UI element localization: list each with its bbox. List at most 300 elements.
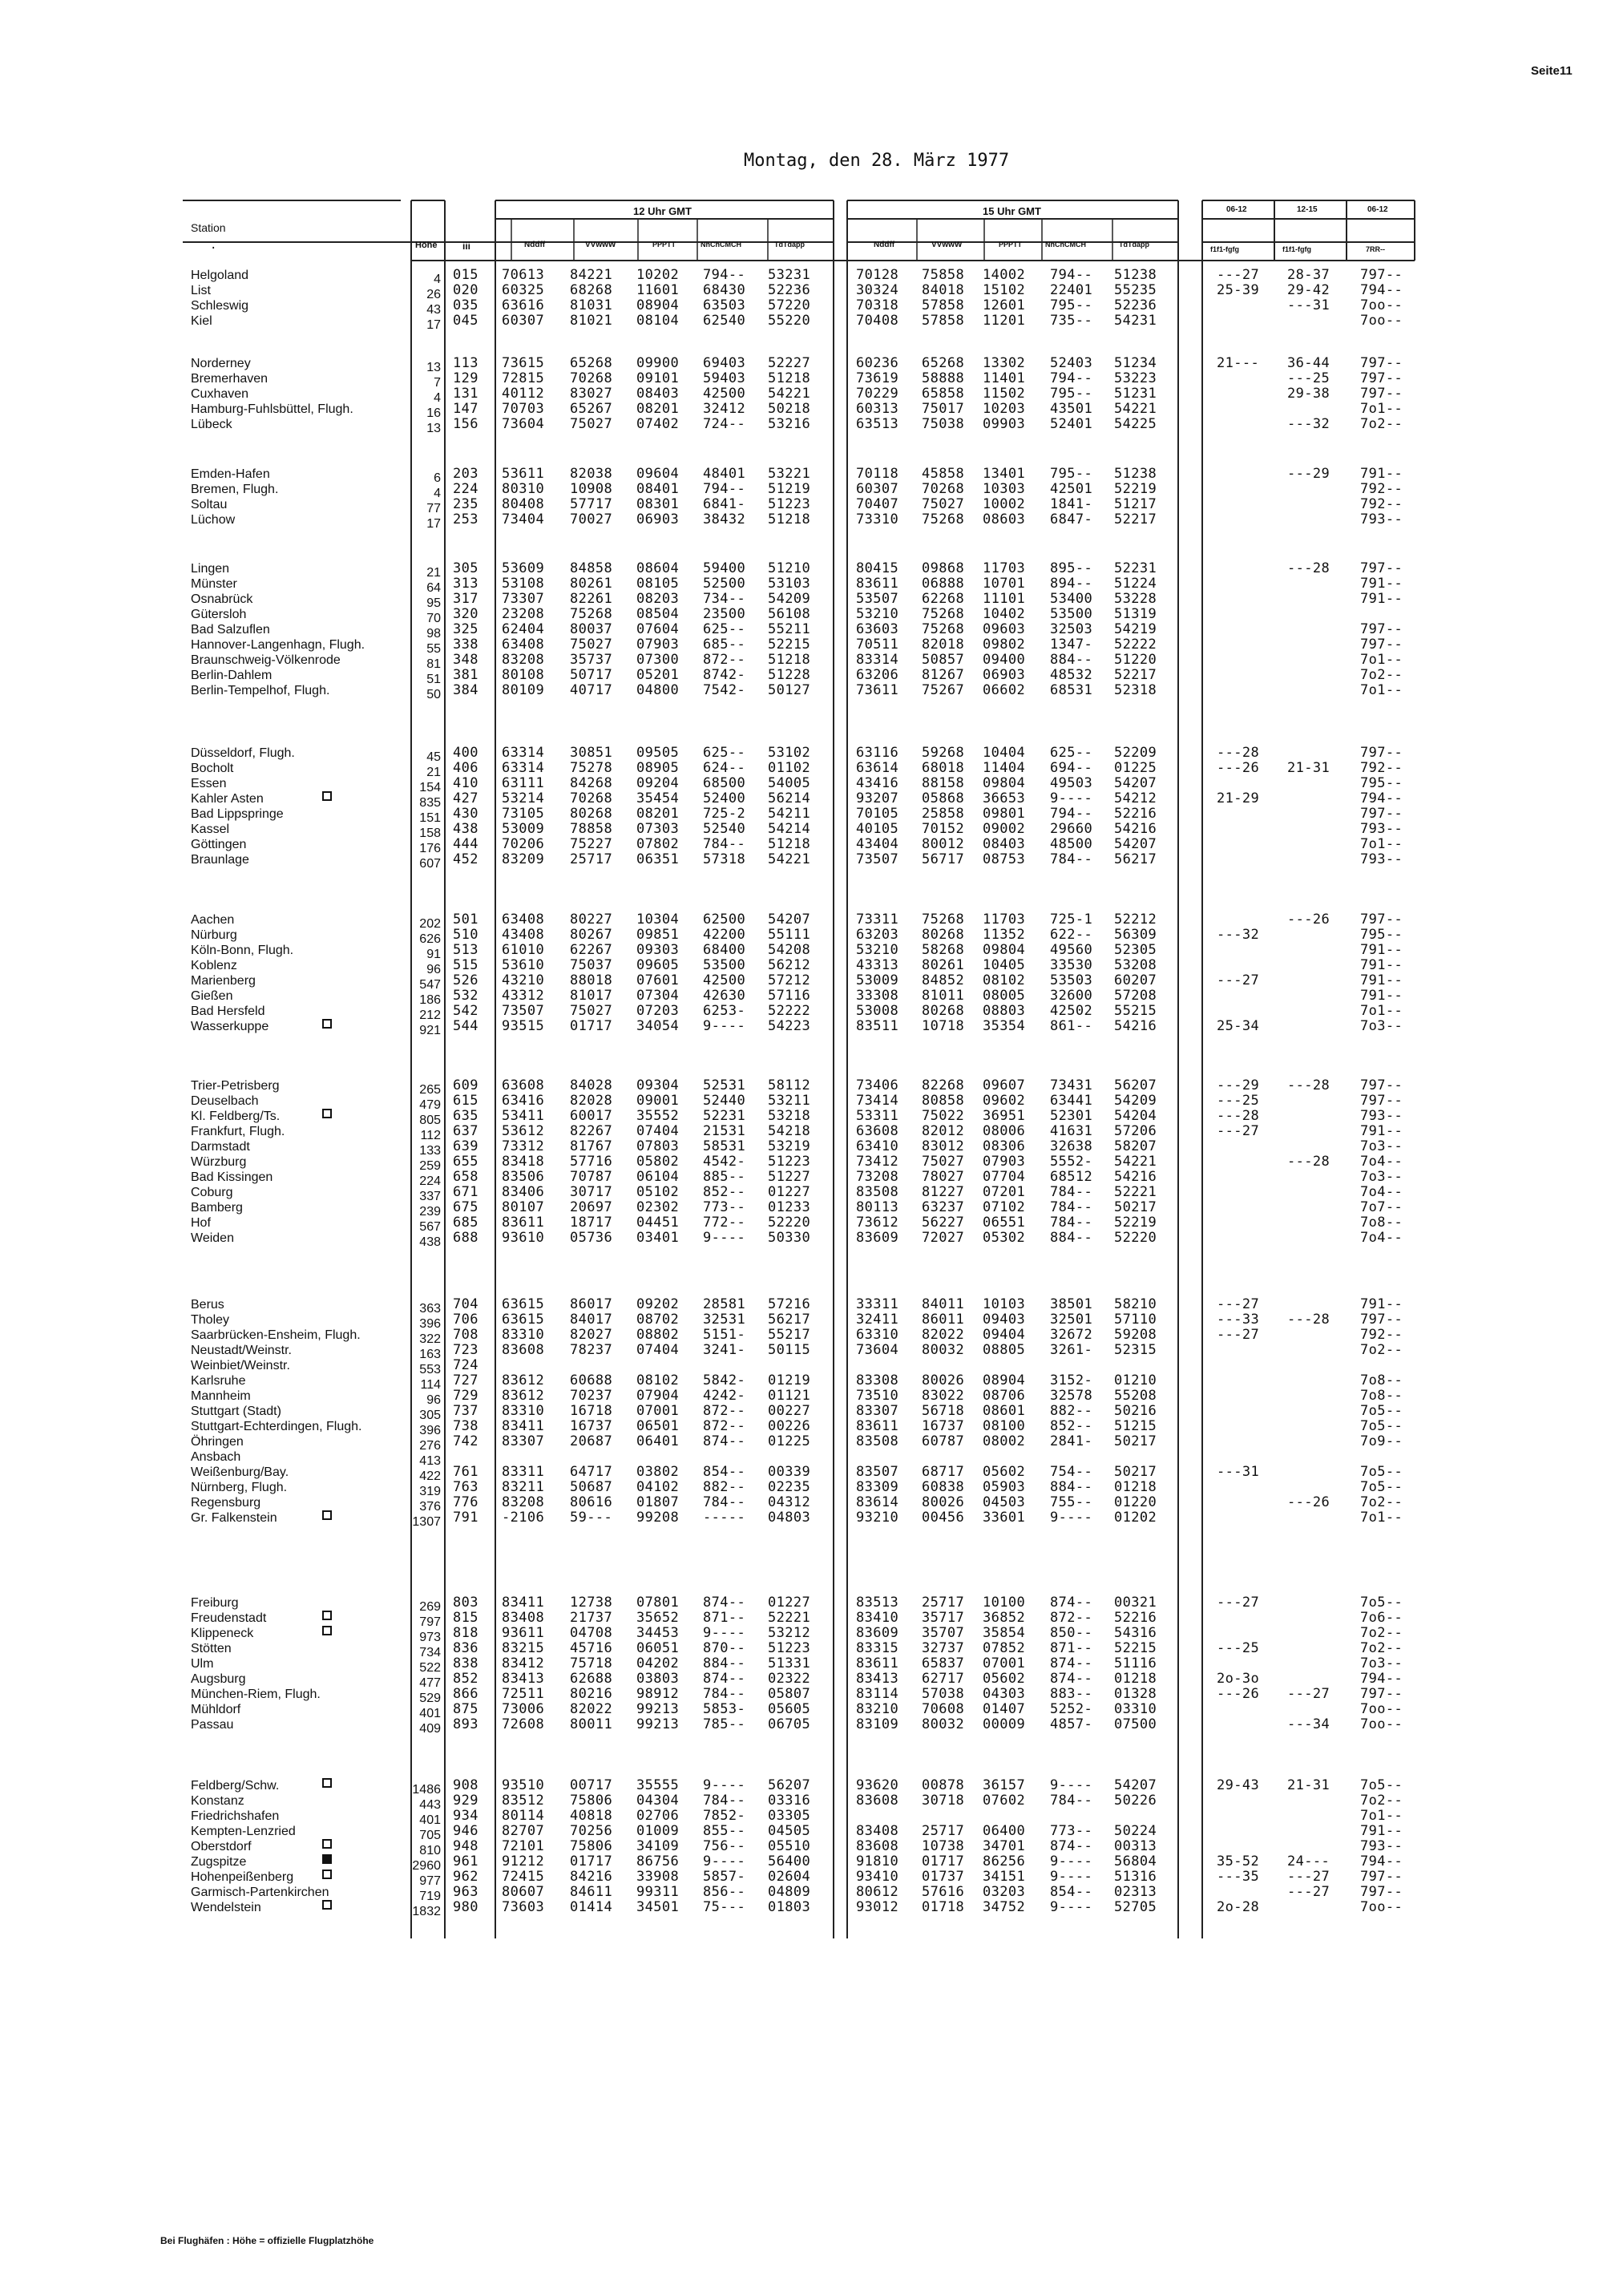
obs15-value-1: 40105 bbox=[856, 821, 899, 837]
obs15-value-5: 03310 bbox=[1114, 1701, 1157, 1717]
obs12-value-1: 80114 bbox=[502, 1808, 545, 1824]
table-row bbox=[0, 821, 1603, 840]
obs15-value-4: 32578 bbox=[1050, 1388, 1093, 1404]
obs15-value-5: 50224 bbox=[1114, 1823, 1157, 1839]
table-row bbox=[0, 1077, 1603, 1097]
table-row bbox=[0, 1138, 1603, 1158]
obs12-value-5: 01803 bbox=[768, 1899, 811, 1915]
station-height: 17 bbox=[426, 318, 441, 332]
obs15-value-4: 43501 bbox=[1050, 401, 1093, 417]
obs15-value-1: 83513 bbox=[856, 1595, 899, 1611]
range-06-12-code: 791-- bbox=[1360, 466, 1403, 482]
station-name: Bamberg bbox=[191, 1201, 243, 1215]
obs15-value-2: 88158 bbox=[922, 775, 965, 791]
station-height: 176 bbox=[419, 842, 441, 855]
obs15-value-4: 895-- bbox=[1050, 560, 1093, 576]
obs12-value-3: 09505 bbox=[636, 745, 680, 761]
obs15-value-3: 07201 bbox=[983, 1184, 1026, 1200]
range-06-12-code: 7oo-- bbox=[1360, 1899, 1403, 1915]
obs15-value-5: 52219 bbox=[1114, 481, 1157, 497]
station-height: 133 bbox=[419, 1144, 441, 1158]
station-column-header: Station bbox=[191, 221, 226, 234]
obs12-value-1: 70206 bbox=[502, 836, 545, 852]
obs15-value-4: 32600 bbox=[1050, 988, 1093, 1004]
table-row bbox=[0, 267, 1603, 286]
station-height: 977 bbox=[419, 1874, 441, 1888]
range-06-12-value: ---27 bbox=[1217, 972, 1260, 988]
obs15-value-2: 57858 bbox=[922, 297, 965, 313]
obs15-value-2: 62268 bbox=[922, 591, 965, 607]
obs15-value-2: 57616 bbox=[922, 1884, 965, 1900]
station-name: Darmstadt bbox=[191, 1140, 250, 1154]
obs12-value-4: 871-- bbox=[703, 1610, 746, 1626]
obs12-value-1: 93515 bbox=[502, 1018, 545, 1034]
station-height: 805 bbox=[419, 1114, 441, 1127]
obs15-value-2: 82022 bbox=[922, 1327, 965, 1343]
obs12-value-2: 80037 bbox=[570, 621, 613, 637]
table-row bbox=[0, 297, 1603, 317]
obs12-value-5: 55220 bbox=[768, 313, 811, 329]
range-06-12-code: 791-- bbox=[1360, 942, 1403, 958]
obs12-value-3: 34501 bbox=[636, 1899, 680, 1915]
obs12-value-3: 35652 bbox=[636, 1610, 680, 1626]
obs15-value-3: 36951 bbox=[983, 1108, 1026, 1124]
station-group bbox=[0, 1296, 1603, 1529]
obs15-value-5: 52231 bbox=[1114, 560, 1157, 576]
obs12-value-1: 70613 bbox=[502, 267, 545, 283]
obs15-value-3: 11101 bbox=[983, 591, 1026, 607]
table-row bbox=[0, 386, 1603, 405]
range-06-12-value: ---26 bbox=[1217, 1686, 1260, 1702]
station-name: List bbox=[191, 284, 211, 297]
table-row bbox=[0, 1655, 1603, 1675]
obs12-value-5: 56217 bbox=[768, 1312, 811, 1328]
obs15-value-5: 51238 bbox=[1114, 267, 1157, 283]
obs12-value-1: 83408 bbox=[502, 1610, 545, 1626]
obs15-value-4: 874-- bbox=[1050, 1655, 1093, 1671]
obs15-value-1: 73412 bbox=[856, 1154, 899, 1170]
obs15-value-1: 83410 bbox=[856, 1610, 899, 1626]
station-index: 147 bbox=[453, 401, 478, 417]
station-height: 1307 bbox=[412, 1515, 441, 1529]
obs15-value-5: 57206 bbox=[1114, 1123, 1157, 1139]
open-square-marker bbox=[322, 1109, 332, 1118]
obs12-value-4: 52531 bbox=[703, 1077, 746, 1093]
obs15-value-3: 09801 bbox=[983, 806, 1026, 822]
obs15-value-2: 10718 bbox=[922, 1018, 965, 1034]
obs12-value-1: 83418 bbox=[502, 1154, 545, 1170]
obs15-value-3: 11502 bbox=[983, 386, 1026, 402]
range-06-12-code: 791-- bbox=[1360, 1823, 1403, 1839]
station-name: Lübeck bbox=[191, 418, 232, 431]
obs12-value-1: 72511 bbox=[502, 1686, 545, 1702]
obs12-value-3: 35552 bbox=[636, 1108, 680, 1124]
station-height: 810 bbox=[419, 1844, 441, 1857]
table-row bbox=[0, 851, 1603, 871]
open-square-marker bbox=[322, 1870, 332, 1879]
obs15-value-4: 1347- bbox=[1050, 637, 1093, 653]
obs12-value-3: 09304 bbox=[636, 1077, 680, 1093]
obs12-value-4: 856-- bbox=[703, 1884, 746, 1900]
table-row bbox=[0, 1494, 1603, 1514]
obs12-value-2: 84221 bbox=[570, 267, 613, 283]
range-1-subheader: f1f1-fgfg bbox=[1210, 245, 1239, 253]
obs15-value-5: 52236 bbox=[1114, 297, 1157, 313]
range-1-header: 06-12 bbox=[1226, 205, 1247, 214]
obs12-value-1: 53611 bbox=[502, 466, 545, 482]
obs12-value-5: 51218 bbox=[768, 836, 811, 852]
range-06-12-code: 793-- bbox=[1360, 851, 1403, 867]
obs15-value-3: 12601 bbox=[983, 297, 1026, 313]
sub15-col-4: NhChCMCH bbox=[1045, 241, 1086, 249]
obs15-value-1: 63608 bbox=[856, 1123, 899, 1139]
obs12-value-2: 81031 bbox=[570, 297, 613, 313]
obs12-value-5: 56207 bbox=[768, 1777, 811, 1793]
open-square-marker bbox=[322, 1019, 332, 1029]
obs12-value-5: 50127 bbox=[768, 682, 811, 698]
obs12-value-2: 70237 bbox=[570, 1388, 613, 1404]
obs15-value-2: 25858 bbox=[922, 806, 965, 822]
obs12-value-2: 82038 bbox=[570, 466, 613, 482]
obs12-value-2: 65267 bbox=[570, 401, 613, 417]
obs12-value-2: 80216 bbox=[570, 1686, 613, 1702]
open-square-marker bbox=[322, 1900, 332, 1910]
station-height: 50 bbox=[426, 688, 441, 701]
station-height: 13 bbox=[426, 422, 441, 435]
obs15-value-5: 51234 bbox=[1114, 355, 1157, 371]
station-index: 635 bbox=[453, 1108, 478, 1124]
range-12-15-value: ---28 bbox=[1287, 560, 1330, 576]
obs12-value-2: 84268 bbox=[570, 775, 613, 791]
obs12-value-1: 83611 bbox=[502, 1215, 545, 1231]
station-name: Freudenstadt bbox=[191, 1611, 267, 1625]
table-row bbox=[0, 1899, 1603, 1918]
obs12-value-5: 54211 bbox=[768, 806, 811, 822]
station-index: 688 bbox=[453, 1230, 478, 1246]
obs12-value-4: 3241- bbox=[703, 1342, 746, 1358]
obs15-value-5: 52209 bbox=[1114, 745, 1157, 761]
obs12-value-2: 82027 bbox=[570, 1327, 613, 1343]
obs12-value-4: 794-- bbox=[703, 267, 746, 283]
obs12-value-3: 34453 bbox=[636, 1625, 680, 1641]
obs12-value-3: 07904 bbox=[636, 1388, 680, 1404]
obs12-value-2: 82022 bbox=[570, 1701, 613, 1717]
table-row bbox=[0, 760, 1603, 779]
range-12-15-value: 28-37 bbox=[1287, 267, 1330, 283]
obs15-value-2: 57858 bbox=[922, 313, 965, 329]
table-row bbox=[0, 1123, 1603, 1142]
obs15-value-5: 52315 bbox=[1114, 1342, 1157, 1358]
obs15-value-4: 52403 bbox=[1050, 355, 1093, 371]
range-06-12-code: 7o8-- bbox=[1360, 1372, 1403, 1389]
obs12-value-3: 05802 bbox=[636, 1154, 680, 1170]
table-row bbox=[0, 942, 1603, 961]
range-06-12-code: 7o4-- bbox=[1360, 1184, 1403, 1200]
obs15-value-4: 9---- bbox=[1050, 1510, 1093, 1526]
obs12-value-5: 05807 bbox=[768, 1686, 811, 1702]
station-index: 510 bbox=[453, 927, 478, 943]
obs12-value-2: 57717 bbox=[570, 496, 613, 512]
obs12-value-3: 05102 bbox=[636, 1184, 680, 1200]
range-12-15-value: ---27 bbox=[1287, 1884, 1330, 1900]
station-index: 723 bbox=[453, 1342, 478, 1358]
obs15-value-5: 52216 bbox=[1114, 1610, 1157, 1626]
obs15-value-5: 50217 bbox=[1114, 1199, 1157, 1215]
range-12-15-value: 21-31 bbox=[1287, 760, 1330, 776]
obs12-value-2: 45716 bbox=[570, 1640, 613, 1656]
obs12-value-3: 08702 bbox=[636, 1312, 680, 1328]
station-name: Stuttgart-Echterdingen, Flugh. bbox=[191, 1420, 362, 1433]
obs15-value-2: 00456 bbox=[922, 1510, 965, 1526]
obs15-value-5: 01225 bbox=[1114, 760, 1157, 776]
station-name: Emden-Hafen bbox=[191, 467, 270, 481]
station-index: 815 bbox=[453, 1610, 478, 1626]
station-name: Augsburg bbox=[191, 1672, 246, 1686]
station-name: Freiburg bbox=[191, 1596, 239, 1610]
obs15-value-3: 09002 bbox=[983, 821, 1026, 837]
obs15-value-3: 08100 bbox=[983, 1418, 1026, 1434]
range-06-12-code: 7o5-- bbox=[1360, 1595, 1403, 1611]
obs15-value-4: 694-- bbox=[1050, 760, 1093, 776]
station-height: 202 bbox=[419, 917, 441, 931]
obs15-value-2: 56227 bbox=[922, 1215, 965, 1231]
obs12-value-3: 35454 bbox=[636, 790, 680, 806]
block-15-header: 15 Uhr GMT bbox=[983, 205, 1041, 217]
obs12-value-3: 03401 bbox=[636, 1230, 680, 1246]
station-height: 95 bbox=[426, 596, 441, 610]
obs12-value-1: 83512 bbox=[502, 1793, 545, 1809]
obs15-value-4: 882-- bbox=[1050, 1403, 1093, 1419]
obs12-value-1: 83412 bbox=[502, 1655, 545, 1671]
obs15-value-4: 52301 bbox=[1050, 1108, 1093, 1124]
range-06-12-code: 7o9-- bbox=[1360, 1433, 1403, 1449]
obs12-value-1: 80607 bbox=[502, 1884, 545, 1900]
range-06-12-code: 793-- bbox=[1360, 821, 1403, 837]
obs15-value-2: 10738 bbox=[922, 1838, 965, 1854]
station-name: Karlsruhe bbox=[191, 1374, 246, 1388]
station-index: 727 bbox=[453, 1372, 478, 1389]
obs12-value-5: 53102 bbox=[768, 745, 811, 761]
obs15-value-3: 08706 bbox=[983, 1388, 1026, 1404]
station-name: Feldberg/Schw. bbox=[191, 1779, 280, 1793]
obs12-value-5: 53216 bbox=[768, 416, 811, 432]
range-06-12-code: 794-- bbox=[1360, 282, 1403, 298]
table-row bbox=[0, 1403, 1603, 1422]
obs12-value-5: 53218 bbox=[768, 1108, 811, 1124]
obs12-value-4: 4542- bbox=[703, 1154, 746, 1170]
table-row bbox=[0, 1215, 1603, 1234]
obs12-value-3: 04800 bbox=[636, 682, 680, 698]
obs12-value-3: 08203 bbox=[636, 591, 680, 607]
obs15-value-2: 80268 bbox=[922, 927, 965, 943]
obs15-value-5: 54207 bbox=[1114, 1777, 1157, 1793]
obs15-value-2: 01737 bbox=[922, 1869, 965, 1885]
obs15-value-4: 725-1 bbox=[1050, 912, 1093, 928]
obs15-value-1: 53311 bbox=[856, 1108, 899, 1124]
range-06-12-code: 797-- bbox=[1360, 1884, 1403, 1900]
station-height: 269 bbox=[419, 1600, 441, 1614]
range-06-12-code: 7o2-- bbox=[1360, 1625, 1403, 1641]
obs12-value-5: 50330 bbox=[768, 1230, 811, 1246]
obs15-value-4: 884-- bbox=[1050, 1230, 1093, 1246]
obs12-value-1: 73105 bbox=[502, 806, 545, 822]
table-row bbox=[0, 1853, 1603, 1873]
station-height: 77 bbox=[426, 502, 441, 515]
range-06-12-code: 797-- bbox=[1360, 1077, 1403, 1093]
obs15-value-4: 9---- bbox=[1050, 1869, 1093, 1885]
hoehe-column-header: Höhe bbox=[415, 241, 438, 250]
range-06-12-code: 797-- bbox=[1360, 386, 1403, 402]
obs15-value-4: 53400 bbox=[1050, 591, 1093, 607]
station-height: 4 bbox=[434, 273, 441, 286]
station-index: 015 bbox=[453, 267, 478, 283]
obs15-value-4: 874-- bbox=[1050, 1838, 1093, 1854]
obs12-value-3: 02302 bbox=[636, 1199, 680, 1215]
obs12-value-5: 54221 bbox=[768, 386, 811, 402]
obs15-value-4: 784-- bbox=[1050, 1199, 1093, 1215]
station-index: 501 bbox=[453, 912, 478, 928]
range-06-12-code: 793-- bbox=[1360, 1108, 1403, 1124]
station-height: 1832 bbox=[412, 1905, 441, 1918]
obs15-value-3: 10103 bbox=[983, 1296, 1026, 1312]
range-06-12-code: 797-- bbox=[1360, 745, 1403, 761]
obs15-value-1: 63206 bbox=[856, 667, 899, 683]
obs12-value-4: 9---- bbox=[703, 1230, 746, 1246]
obs15-value-5: 07500 bbox=[1114, 1716, 1157, 1732]
obs15-value-3: 09802 bbox=[983, 637, 1026, 653]
obs12-value-3: 09303 bbox=[636, 942, 680, 958]
obs12-value-2: 82267 bbox=[570, 1123, 613, 1139]
table-row bbox=[0, 1418, 1603, 1437]
obs15-value-5: 01210 bbox=[1114, 1372, 1157, 1389]
range-12-15-value: ---32 bbox=[1287, 416, 1330, 432]
obs15-value-2: 82268 bbox=[922, 1077, 965, 1093]
obs15-value-2: 80012 bbox=[922, 836, 965, 852]
obs15-value-2: 75038 bbox=[922, 416, 965, 432]
obs15-value-3: 11703 bbox=[983, 560, 1026, 576]
obs15-value-5: 52212 bbox=[1114, 912, 1157, 928]
sub12-col-1: Nddff bbox=[524, 241, 546, 249]
station-index: 544 bbox=[453, 1018, 478, 1034]
station-name: Kiel bbox=[191, 314, 212, 328]
station-index: 980 bbox=[453, 1899, 478, 1915]
filled-square-marker bbox=[322, 1854, 332, 1864]
obs15-value-4: 3152- bbox=[1050, 1372, 1093, 1389]
sub12-col-2: VVwwW bbox=[585, 241, 616, 249]
station-height: 363 bbox=[419, 1302, 441, 1316]
obs15-value-2: 25717 bbox=[922, 1823, 965, 1839]
obs12-value-4: 725-2 bbox=[703, 806, 746, 822]
obs15-value-1: 63614 bbox=[856, 760, 899, 776]
obs12-value-5: 50218 bbox=[768, 401, 811, 417]
station-height: 98 bbox=[426, 627, 441, 641]
station-index: 224 bbox=[453, 481, 478, 497]
table-row bbox=[0, 972, 1603, 992]
obs15-value-1: 73507 bbox=[856, 851, 899, 867]
station-name: Helgoland bbox=[191, 269, 249, 282]
obs12-value-3: 07203 bbox=[636, 1003, 680, 1019]
station-height: 96 bbox=[426, 1393, 441, 1407]
station-index: 113 bbox=[453, 355, 478, 371]
range-06-12-code: 7o7-- bbox=[1360, 1199, 1403, 1215]
obs12-value-3: 07404 bbox=[636, 1123, 680, 1139]
table-row bbox=[0, 1230, 1603, 1249]
obs12-value-5: 57212 bbox=[768, 972, 811, 988]
obs12-value-1: -2106 bbox=[502, 1510, 545, 1526]
obs12-value-3: 99213 bbox=[636, 1716, 680, 1732]
station-height: 719 bbox=[419, 1890, 441, 1903]
obs15-value-5: 53223 bbox=[1114, 370, 1157, 386]
obs15-value-3: 35854 bbox=[983, 1625, 1026, 1641]
obs15-value-5: 52216 bbox=[1114, 806, 1157, 822]
range-06-12-code: 794-- bbox=[1360, 1671, 1403, 1687]
obs12-value-4: 42630 bbox=[703, 988, 746, 1004]
obs15-value-2: 82018 bbox=[922, 637, 965, 653]
obs12-value-1: 73603 bbox=[502, 1899, 545, 1915]
obs15-value-4: 854-- bbox=[1050, 1884, 1093, 1900]
station-name: Gr. Falkenstein bbox=[191, 1511, 277, 1525]
station-name: Weiden bbox=[191, 1231, 234, 1245]
range-06-12-code: 791-- bbox=[1360, 576, 1403, 592]
station-name: Norderney bbox=[191, 357, 251, 370]
range-06-12-value: ---31 bbox=[1217, 1464, 1260, 1480]
range-12-15-value: ---26 bbox=[1287, 912, 1330, 928]
obs15-value-1: 83308 bbox=[856, 1372, 899, 1389]
obs15-value-1: 83609 bbox=[856, 1625, 899, 1641]
obs15-value-2: 84018 bbox=[922, 282, 965, 298]
obs15-value-2: 56718 bbox=[922, 1403, 965, 1419]
obs12-value-1: 63608 bbox=[502, 1077, 545, 1093]
table-row bbox=[0, 1510, 1603, 1529]
obs15-value-2: 75027 bbox=[922, 1154, 965, 1170]
obs12-value-3: 06903 bbox=[636, 511, 680, 528]
obs12-value-3: 04451 bbox=[636, 1215, 680, 1231]
obs12-value-2: 18717 bbox=[570, 1215, 613, 1231]
range-06-12-value: 21--- bbox=[1217, 355, 1260, 371]
obs12-value-3: 09851 bbox=[636, 927, 680, 943]
obs12-value-5: 02604 bbox=[768, 1869, 811, 1885]
obs15-value-2: 82012 bbox=[922, 1123, 965, 1139]
station-name: Bad Salzuflen bbox=[191, 623, 270, 637]
station-height: 522 bbox=[419, 1661, 441, 1675]
range-06-12-value: ---32 bbox=[1217, 927, 1260, 943]
obs15-value-5: 52705 bbox=[1114, 1899, 1157, 1915]
range-06-12-code: 7o1-- bbox=[1360, 1510, 1403, 1526]
range-06-12-value: 2o-3o bbox=[1217, 1671, 1260, 1687]
station-height: 479 bbox=[419, 1098, 441, 1112]
station-name: Münster bbox=[191, 577, 237, 591]
obs15-value-2: 86011 bbox=[922, 1312, 965, 1328]
range-06-12-code: 7o3-- bbox=[1360, 1655, 1403, 1671]
obs12-value-4: 62540 bbox=[703, 313, 746, 329]
station-height: 1486 bbox=[412, 1783, 441, 1797]
obs15-value-1: 70318 bbox=[856, 297, 899, 313]
station-index: 729 bbox=[453, 1388, 478, 1404]
range-06-12-code: 792-- bbox=[1360, 496, 1403, 512]
obs15-value-3: 07852 bbox=[983, 1640, 1026, 1656]
obs12-value-5: 51227 bbox=[768, 1169, 811, 1185]
obs12-value-3: 98912 bbox=[636, 1686, 680, 1702]
table-row bbox=[0, 511, 1603, 531]
station-name: Wasserkuppe bbox=[191, 1020, 269, 1033]
obs15-value-2: 32737 bbox=[922, 1640, 965, 1656]
obs12-value-4: 773-- bbox=[703, 1199, 746, 1215]
obs12-value-5: 56214 bbox=[768, 790, 811, 806]
obs12-value-2: 84028 bbox=[570, 1077, 613, 1093]
obs15-value-2: 30718 bbox=[922, 1793, 965, 1809]
obs15-value-4: 6847- bbox=[1050, 511, 1093, 528]
obs12-value-2: 00717 bbox=[570, 1777, 613, 1793]
